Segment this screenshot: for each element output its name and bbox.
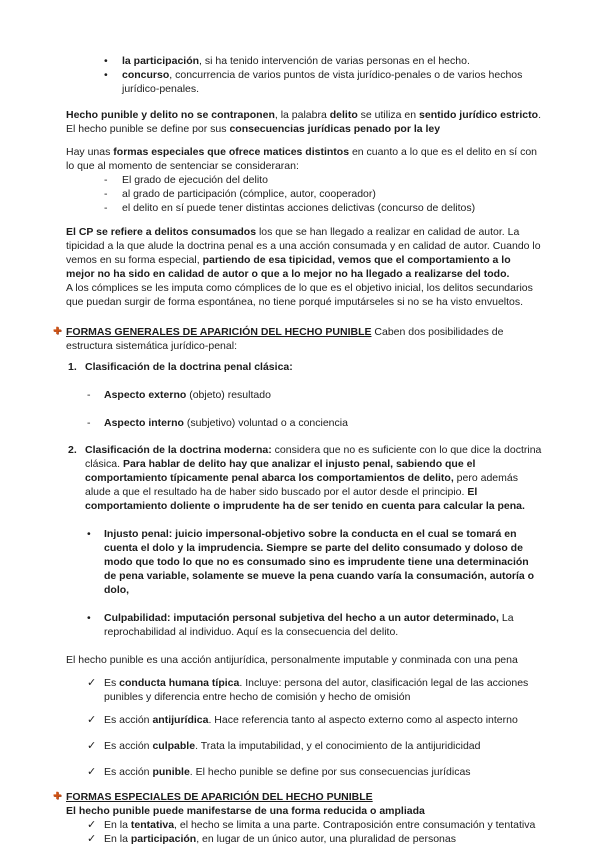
checkmark-icon: ✓	[87, 740, 97, 752]
check-item-text: Es acción culpable. Trata la imputabilidad, y el conocimiento de la antijuridicidad	[104, 740, 481, 752]
heading-text: FORMAS ESPECIALES DE APARICIÓN DEL HECHO PUNIBLE	[66, 791, 373, 803]
para-cp-delitos-consumados: El CP se refiere a delitos consumados los que se han llegado a realizar en calidad de autor. La tipicidad a la que alude la doctrina penal es a una acción consumada y en calidad de autor. Cuando lo vemos en su forma especial, partiendo de esa tipicidad, vemos que el comportamiento a lo mejor no ha sido en calidad de autor o que a lo mejor no ha llegado a realizarse del todo.	[66, 226, 541, 280]
check-item-culpable	[66, 739, 542, 753]
list-item-text: Aspecto interno (subjetivo) voluntad o a conciencia	[104, 417, 348, 429]
list-item-grado-ejecucion	[66, 173, 542, 187]
list-item-text: la participación, si ha tenido intervención de varias personas en el hecho.	[122, 55, 470, 67]
list-item-text: El grado de ejecución del delito	[122, 174, 268, 186]
numbered-item-text: Clasificación de la doctrina penal clásica:	[85, 361, 293, 373]
para-hecho-punible-delito: Hecho punible y delito no se contraponen, la palabra delito se utiliza en sentido jurídico estricto. El hecho punible se define por sus consecuencias jurídicas penado por la ley	[66, 109, 541, 135]
numbered-item-text: Clasificación de la doctrina moderna: considera que no es suficiente con lo que dice la doctrina clásica. Para hablar de delito hay que analizar el injusto penal, sabiendo que el comportamiento típicamente penal abarca los comportamientos de delito, pero además alude a que el resultado ha de haber sido buscado por el autor desde el principio. El comportamiento doliente o imprudente ha de ser tenido en cuenta para calcular la pena.	[85, 444, 542, 512]
list-item-aspecto-externo	[66, 388, 542, 402]
clover-bullet-icon: ✚	[53, 791, 62, 802]
para-formas-especiales-intro: Hay unas formas especiales que ofrece matices distintos en cuanto a lo que es el delito en sí con lo que al momento de sentenciar se consideraran:	[66, 146, 538, 172]
list-item-text: al grado de participación (cómplice, autor, cooperador)	[122, 188, 376, 200]
list-item-text: el delito en sí puede tener distintas acciones delictivas (concurso de delitos)	[122, 202, 476, 214]
list-item-text: Aspecto externo (objeto) resultado	[104, 389, 271, 401]
dash-icon: -	[87, 417, 91, 429]
heading-text: FORMAS GENERALES DE APARICIÓN DEL HECHO PUNIBLE Caben dos posibilidades de estructura sistemática jurídico-penal:	[66, 326, 504, 352]
list-item-injusto-penal	[66, 527, 542, 597]
list-item-grado-participacion	[66, 187, 542, 201]
bullet-icon: •	[87, 528, 91, 540]
dash-icon: -	[87, 389, 91, 401]
check-item-text: Es conducta humana típica. Incluye: persona del autor, clasificación legal de las acciones punibles y diferencia entre hecho de comisión y hecho de omisión	[104, 677, 529, 703]
clover-bullet-icon: ✚	[53, 326, 62, 337]
number-marker: 1.	[68, 361, 77, 373]
list-item-participacion	[66, 54, 542, 68]
list-item-concurso	[66, 68, 542, 96]
checkmark-icon: ✓	[87, 677, 97, 689]
numbered-item-doctrina-clasica	[66, 360, 542, 374]
check-item-antijuridica	[66, 713, 542, 727]
dash-icon: -	[104, 188, 108, 200]
list-item-culpabilidad	[66, 611, 542, 639]
list-item-text: concurso, concurrencia de varios puntos de vista jurídico-penales o de varios hechos jurídico-penales.	[122, 69, 523, 95]
bullet-icon: •	[87, 612, 91, 624]
checkmark-icon: ✓	[87, 833, 97, 845]
heading-formas-especiales	[53, 790, 542, 804]
checkmark-icon: ✓	[87, 766, 97, 778]
check-item-participacion	[66, 832, 542, 846]
bullet-icon: •	[104, 69, 108, 81]
bullet-icon: •	[104, 55, 108, 67]
check-item-punible	[66, 765, 542, 779]
list-item-text: Culpabilidad: imputación personal subjetiva del hecho a un autor determinado, La reprochabilidad al individuo. Aquí es la consecuencia del delito.	[104, 612, 514, 638]
list-item-aspecto-interno	[66, 416, 542, 430]
check-item-tentativa	[66, 818, 542, 832]
check-item-conducta-tipica	[66, 676, 542, 704]
heading-formas-generales	[53, 325, 542, 353]
para-forma-reducida-ampliada: El hecho punible puede manifestarse de una forma reducida o ampliada	[66, 805, 425, 817]
check-item-text: Es acción antijurídica. Hace referencia tanto al aspecto externo como al aspecto interno	[104, 714, 518, 726]
para-hecho-punible-definicion: El hecho punible es una acción antijurídica, personalmente imputable y conminada con una pena	[66, 654, 518, 666]
list-item-acciones-delictivas	[66, 201, 542, 215]
dash-icon: -	[104, 174, 108, 186]
number-marker: 2.	[68, 444, 77, 456]
dash-icon: -	[104, 202, 108, 214]
list-item-text: Injusto penal: juicio impersonal-objetivo sobre la conducta en el cual se tomará en cuenta el dolo y la imprudencia. Siempre se parte del delito consumado y doloso de modo que todo lo que no es consumado sino es imprudente tiene una determinación de pena variable, solamente se mueve la pena cuando varía la consumación, autoría o dolo,	[104, 528, 535, 596]
checkmark-icon: ✓	[87, 714, 97, 726]
check-item-text: Es acción punible. El hecho punible se define por sus consecuencias jurídicas	[104, 766, 471, 778]
checkmark-icon: ✓	[87, 819, 97, 831]
check-item-text: En la tentativa, el hecho se limita a una parte. Contraposición entre consumación y tentativa	[104, 819, 536, 831]
para-complices: A los cómplices se les imputa como cómplices de lo que es el objetivo inicial, los delitos secundarios que puedan surgir de forma espontánea, no tiene porqué imputárseles si no se ha visto envueltos.	[66, 282, 533, 308]
check-item-text: En la participación, en lugar de un único autor, una pluralidad de personas	[104, 833, 456, 845]
numbered-item-doctrina-moderna	[66, 443, 542, 513]
